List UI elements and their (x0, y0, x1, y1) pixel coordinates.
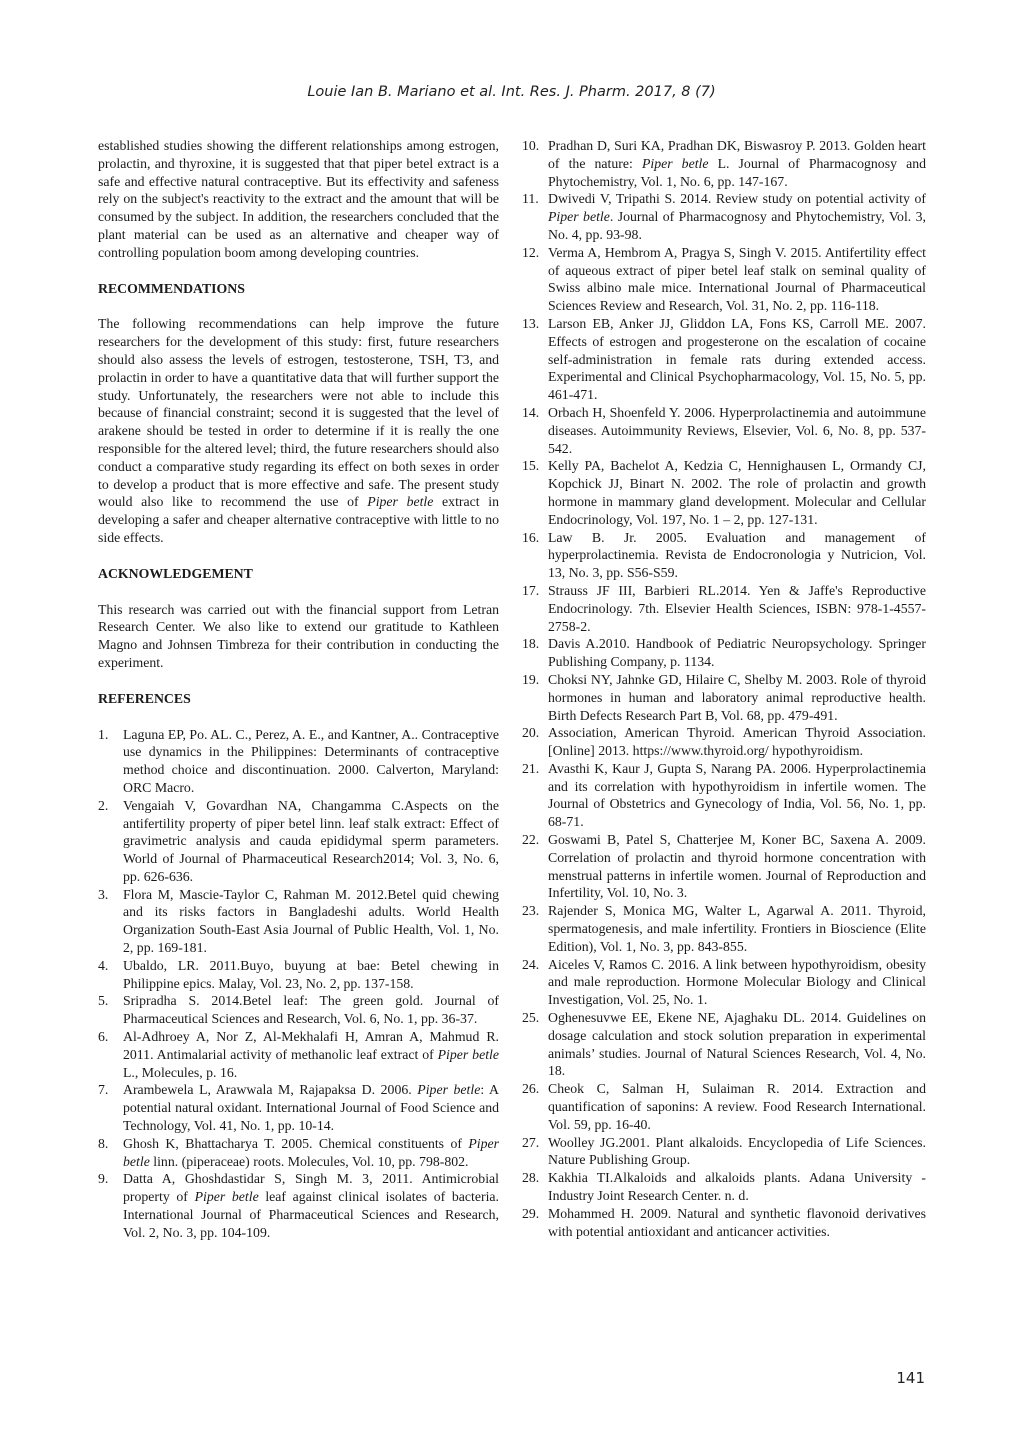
reference-text-plain: Oghenesuvwe EE, Ekene NE, Ajaghaku DL. 2014. Guidelines on dosage calculation and stock solution preparation in experimental animals’ studies. Journal of Natural Sciences Research, Vol. 4, No. 18. (548, 1010, 926, 1079)
reference-text-plain: Datta A, Ghoshdastidar S, Singh M. 3, 2011. Antimicrobial property of (123, 1171, 499, 1205)
reference-item (98, 957, 499, 993)
reference-text-plain: Aiceles V, Ramos C. 2016. A link between hypothyroidism, obesity and male reproduction. Hormone Molecular Biology and Clinical Investigation, Vol. 25, No. 1. (548, 956, 926, 1008)
reference-number: 8. (98, 1135, 109, 1151)
reference-number: 26. (522, 1081, 540, 1097)
reference-text-plain: Rajender S, Monica MG, Walter L, Agarwal A. 2011. Thyroid, spermatogenesis, and male infertility. Frontiers in Bioscience (Elite Edition), Vol. 1, No. 3, pp. 843-855. (548, 903, 926, 954)
reference-text-italic: Piper betle (548, 209, 610, 225)
reference-text (123, 1081, 499, 1134)
reference-number: 4. (98, 957, 109, 973)
reference-text-plain: Kelly PA, Bachelot A, Kedzia C, Hennighausen L, Ormandy CJ, Kopchick JJ, Binart N. 2002. The role of prolactin and growth hormone in mammary gland development. Molecular and Cellular Endocrinology, Vol. 197, No. 1 – 2, pp. 127-131. (548, 458, 926, 527)
reference-text (548, 1134, 926, 1170)
reference-text-plain: Arambewela L, Arawwala M, Rajapaksa D. 2006. (123, 1082, 418, 1098)
reference-text-plain-after: : A potential natural oxidant. International Journal of Food Science and Technology, Vol. 41, No. 1, pp. 10-14. (123, 1082, 499, 1134)
reference-text (123, 1028, 499, 1081)
reference-number: 21. (522, 760, 540, 776)
reference-text-plain: Pradhan D, Suri KA, Pradhan DK, Biswasroy P. 2013. Golden heart of the nature: (548, 138, 926, 171)
reference-number: 14. (522, 404, 540, 420)
reference-item (98, 1170, 499, 1241)
reference-text (548, 1169, 926, 1205)
reference-item (98, 1135, 499, 1171)
reference-text-plain: Vengaiah V, Govardhan NA, Changamma C.Aspects on the antifertility property of piper betel linn. leaf stalk extract: Effect of gravimetric analysis and cauda epididymal sperm parameters. World of Journal of Pharmaceutical Research2014; Vol. 3, No. 6, pp. 626-636. (123, 797, 499, 884)
reference-number: 22. (522, 832, 540, 848)
references-list-left (98, 726, 499, 1242)
reference-item (522, 902, 926, 955)
reference-number: 29. (522, 1205, 540, 1221)
reference-number: 12. (522, 244, 540, 260)
reference-text (548, 582, 926, 635)
reference-text (123, 726, 499, 797)
reference-item (522, 760, 926, 831)
reference-text-plain-after: . Journal of Pharmacognosy and Phytochemistry, Vol. 3, No. 4, pp. 93-98. (548, 209, 926, 242)
reference-item (522, 404, 926, 457)
reference-number: 9. (98, 1171, 109, 1187)
reference-text-plain: Davis A.2010. Handbook of Pediatric Neuropsychology. Springer Publishing Company, p. 1134. (548, 636, 926, 670)
reference-text-plain: Sripradha S. 2014.Betel leaf: The green gold. Journal of Pharmaceutical Sciences and Research, Vol. 6, No. 1, pp. 36-37. (123, 993, 499, 1027)
reference-text-plain: Al-Adhroey A, Nor Z, Al-Mekhalafi H, Amran A, Mahmud R. 2011. Antimalarial activity of methanolic leaf extract of (123, 1029, 499, 1062)
left-column (98, 137, 499, 1242)
reference-text-plain: Goswami B, Patel S, Chatterjee M, Koner BC, Saxena A. 2009. Correlation of prolactin and thyroid hormone concentration with menstrual patterns in infertile women. Journal of Reproduction and Infertility, Vol. 10, No. 3. (548, 832, 926, 901)
reference-text-plain-after: linn. (piperaceae) roots. Molecules, Vol. 10, pp. 798-802. (149, 1153, 469, 1169)
reference-number: 1. (98, 726, 109, 742)
reference-text (123, 1135, 499, 1171)
reference-text (548, 760, 926, 831)
reference-number: 15. (522, 458, 540, 474)
reference-text (548, 1205, 926, 1241)
reference-item (522, 137, 926, 190)
recommendations-heading: RECOMMENDATIONS (98, 280, 245, 296)
reference-text (548, 457, 926, 528)
reference-number: 18. (522, 636, 540, 652)
reference-text (548, 529, 926, 582)
reference-text (548, 315, 926, 404)
reference-item (98, 726, 499, 797)
reference-number: 20. (522, 725, 540, 741)
recommendations-text-before: The following recommendations can help improve the future researchers for the development of this study: first, future researchers should also assess the levels of estrogen, testosterone, TSH, T3, and prolactin in order to have a quantitative data that will further support the study. Unfortunately, the researchers were not able to include this because of financial constraint; second it is suggested that the level of arakene should be tested in order to determine if it is really the one responsible for the altered level; third, the future researchers should also conduct a comparative study regarding its effect on both sexes in order to develop a product that is more effective and safe. The present study would also like to recommend the use of (98, 316, 499, 510)
reference-text-plain: Mohammed H. 2009. Natural and synthetic flavonoid derivatives with potential antioxidant and anticancer activities. (548, 1205, 926, 1239)
reference-text (123, 992, 499, 1028)
reference-text-plain-after: leaf against clinical isolates of bacteria. International Journal of Pharmaceutical Sciences and Research, Vol. 2, No. 3, pp. 104-109. (123, 1189, 499, 1240)
reference-text (123, 1170, 499, 1241)
reference-text (123, 957, 499, 993)
reference-number: 6. (98, 1029, 109, 1045)
reference-text (548, 1080, 926, 1133)
reference-text-plain: Larson EB, Anker JJ, Gliddon LA, Fons KS, Carroll ME. 2007. Effects of estrogen and progesterone on the escalation of cocaine self-administration in female rats during extended access. Experimental and Clinical Psychopharmacology, Vol. 15, No. 5, pp. 461-471. (548, 315, 926, 403)
reference-text (548, 404, 926, 457)
reference-text (123, 886, 499, 957)
reference-text-plain: Ghosh K, Bhattacharya T. 2005. Chemical constituents of (123, 1135, 469, 1151)
reference-text-plain: Verma A, Hembrom A, Pragya S, Singh V. 2015. Antifertility effect of aqueous extract of piper betel leaf stalk on seminal quality of Swiss albino male mice. International Journal of Pharmaceutical Sciences Review and Research, Vol. 31, No. 2, pp. 116-118. (548, 244, 926, 314)
reference-text (548, 635, 926, 671)
acknowledgement-heading: ACKNOWLEDGEMENT (98, 565, 253, 581)
reference-text-italic: Piper betle (123, 1135, 499, 1169)
references-heading: REFERENCES (98, 690, 191, 706)
recommendations-text-italic: Piper betle (367, 494, 434, 510)
reference-number: 28. (522, 1170, 540, 1186)
reference-item (522, 529, 926, 582)
reference-text-italic: Piper betle (194, 1189, 259, 1205)
reference-item (98, 886, 499, 957)
reference-text-plain-after: L. Journal of Pharmacognosy and Phytochemistry, Vol. 1, No. 6, pp. 147-167. (548, 155, 926, 189)
reference-number: 27. (522, 1134, 540, 1150)
reference-text-italic: Piper betle (641, 155, 709, 171)
reference-text (548, 671, 926, 724)
reference-text-plain: Choksi NY, Jahnke GD, Hilaire C, Shelby M. 2003. Role of thyroid hormones in human and laboratory animal reproductive health. Birth Defects Research Part B, Vol. 68, pp. 479-491. (548, 671, 926, 723)
reference-number: 7. (98, 1082, 109, 1098)
reference-item (522, 1009, 926, 1080)
reference-text (548, 137, 926, 190)
reference-text-plain: Strauss JF III, Barbieri RL.2014. Yen & Jaffe's Reproductive Endocrinology. 7th. Elsevier Health Sciences, ISBN: 978-1-4557-2758-2. (548, 582, 926, 634)
reference-text-plain: Woolley JG.2001. Plant alkaloids. Encyclopedia of Life Sciences. Nature Publishing Group. (548, 1134, 926, 1168)
recommendations-paragraph (98, 315, 499, 546)
reference-item (522, 1134, 926, 1170)
reference-text (548, 190, 926, 243)
reference-number: 2. (98, 797, 109, 813)
reference-item (98, 1081, 499, 1134)
reference-text-plain: Law B. Jr. 2005. Evaluation and management of hyperprolactinemia. Revista de Endocronologia y Nutricion, Vol. 13, No. 3, pp. S56-S59. (548, 529, 926, 581)
reference-number: 25. (522, 1010, 540, 1026)
reference-number: 3. (98, 886, 109, 902)
reference-text-plain: Orbach H, Shoenfeld Y. 2006. Hyperprolactinemia and autoimmune diseases. Autoimmunity Reviews, Elsevier, Vol. 6, No. 8, pp. 537-542. (548, 404, 926, 456)
reference-text (548, 1009, 926, 1080)
reference-item (522, 1205, 926, 1241)
reference-item (522, 1169, 926, 1205)
reference-text-plain: Cheok C, Salman H, Sulaiman R. 2014. Extraction and quantification of saponins: A review. Food Research International. Vol. 59, pp. 16-40. (548, 1081, 926, 1132)
acknowledgement-paragraph: This research was carried out with the financial support from Letran Research Center. We also like to extend our gratitude to Kathleen Magno and Johnsen Timbreza for their contribution in conducting the experiment. (98, 601, 499, 670)
reference-number: 11. (522, 191, 539, 207)
right-column (522, 137, 926, 1240)
reference-text-plain-after: L., Molecules, p. 16. (123, 1064, 238, 1080)
reference-text-plain: Kakhia TI.Alkaloids and alkaloids plants. Adana University - Industry Joint Research Center. n. d. (548, 1170, 926, 1204)
reference-item (522, 831, 926, 902)
reference-number: 10. (522, 138, 540, 153)
reference-item (98, 797, 499, 886)
reference-number: 16. (522, 529, 540, 545)
reference-text-plain: Avasthi K, Kaur J, Gupta S, Narang PA. 2006. Hyperprolactinemia and its correlation with hypothyroidism in infertile women. The Journal of Obstetrics and Gynecology of India, Vol. 56, No. 1, pp. 68-71. (548, 760, 926, 830)
reference-item (522, 724, 926, 760)
reference-number: 23. (522, 903, 540, 919)
references-list-right (522, 137, 926, 1240)
reference-number: 5. (98, 993, 109, 1009)
reference-item (98, 992, 499, 1028)
reference-text (548, 902, 926, 955)
reference-text-plain: Association, American Thyroid. American Thyroid Association. [Online] 2013. https://www.thyroid.org/ hypothyroidism. (548, 725, 926, 759)
reference-text-plain: Laguna EP, Po. AL. C., Perez, A. E., and Kantner, A.. Contraceptive use dynamics in the Philippines: Determinants of contraceptive method choice and discontinuation. 2000. Calverton, Maryland: ORC Macro. (123, 726, 499, 795)
reference-text-plain: Dwivedi V, Tripathi S. 2014. Review study on potential activity of (548, 191, 926, 207)
reference-item (522, 457, 926, 528)
recommendations-text-after: extract in developing a safer and cheaper alternative contraceptive with little to no side effects. (98, 494, 499, 545)
reference-number: 24. (522, 956, 540, 972)
reference-item (522, 190, 926, 243)
reference-item (522, 244, 926, 315)
reference-item (522, 582, 926, 635)
reference-item (522, 956, 926, 1009)
reference-item (522, 635, 926, 671)
reference-item (522, 1080, 926, 1133)
reference-text (548, 831, 926, 902)
reference-text (123, 797, 499, 886)
reference-text (548, 724, 926, 760)
reference-item (98, 1028, 499, 1081)
reference-text (548, 956, 926, 1009)
reference-text-plain: Ubaldo, LR. 2011.Buyo, buyung at bae: Betel chewing in Philippine epics. Malay, Vol. 23, No. 2, pp. 137-158. (123, 957, 499, 991)
reference-number: 17. (522, 582, 540, 598)
reference-text-italic: Piper betle (437, 1046, 499, 1062)
reference-text-italic: Piper betle (417, 1082, 481, 1098)
intro-paragraph: established studies showing the different relationships among estrogen, prolactin, and thyroxine, it is suggested that that piper betel extract is a safe and effective natural contraceptive. But its effectivity and safeness rely on the subject's reactivity to the extract and the amount that will be consumed by the subject. In addition, the researchers concluded that the plant material can be used as an alternative and cheaper way of controlling population boom among developing countries. (98, 138, 499, 260)
page-number: 141 (896, 1369, 925, 1387)
reference-number: 13. (522, 315, 540, 331)
running-head: Louie Ian B. Mariano et al. Int. Res. J. Pharm. 2017, 8 (7) (307, 84, 716, 100)
reference-text (548, 244, 926, 315)
reference-item (522, 671, 926, 724)
reference-item (522, 315, 926, 404)
reference-number: 19. (522, 671, 540, 687)
reference-text-plain: Flora M, Mascie-Taylor C, Rahman M. 2012.Betel quid chewing and its risks factors in Bangladeshi adults. World Health Organization South-East Asia Journal of Public Health, Vol. 1, No. 2, pp. 169-181. (123, 886, 499, 956)
